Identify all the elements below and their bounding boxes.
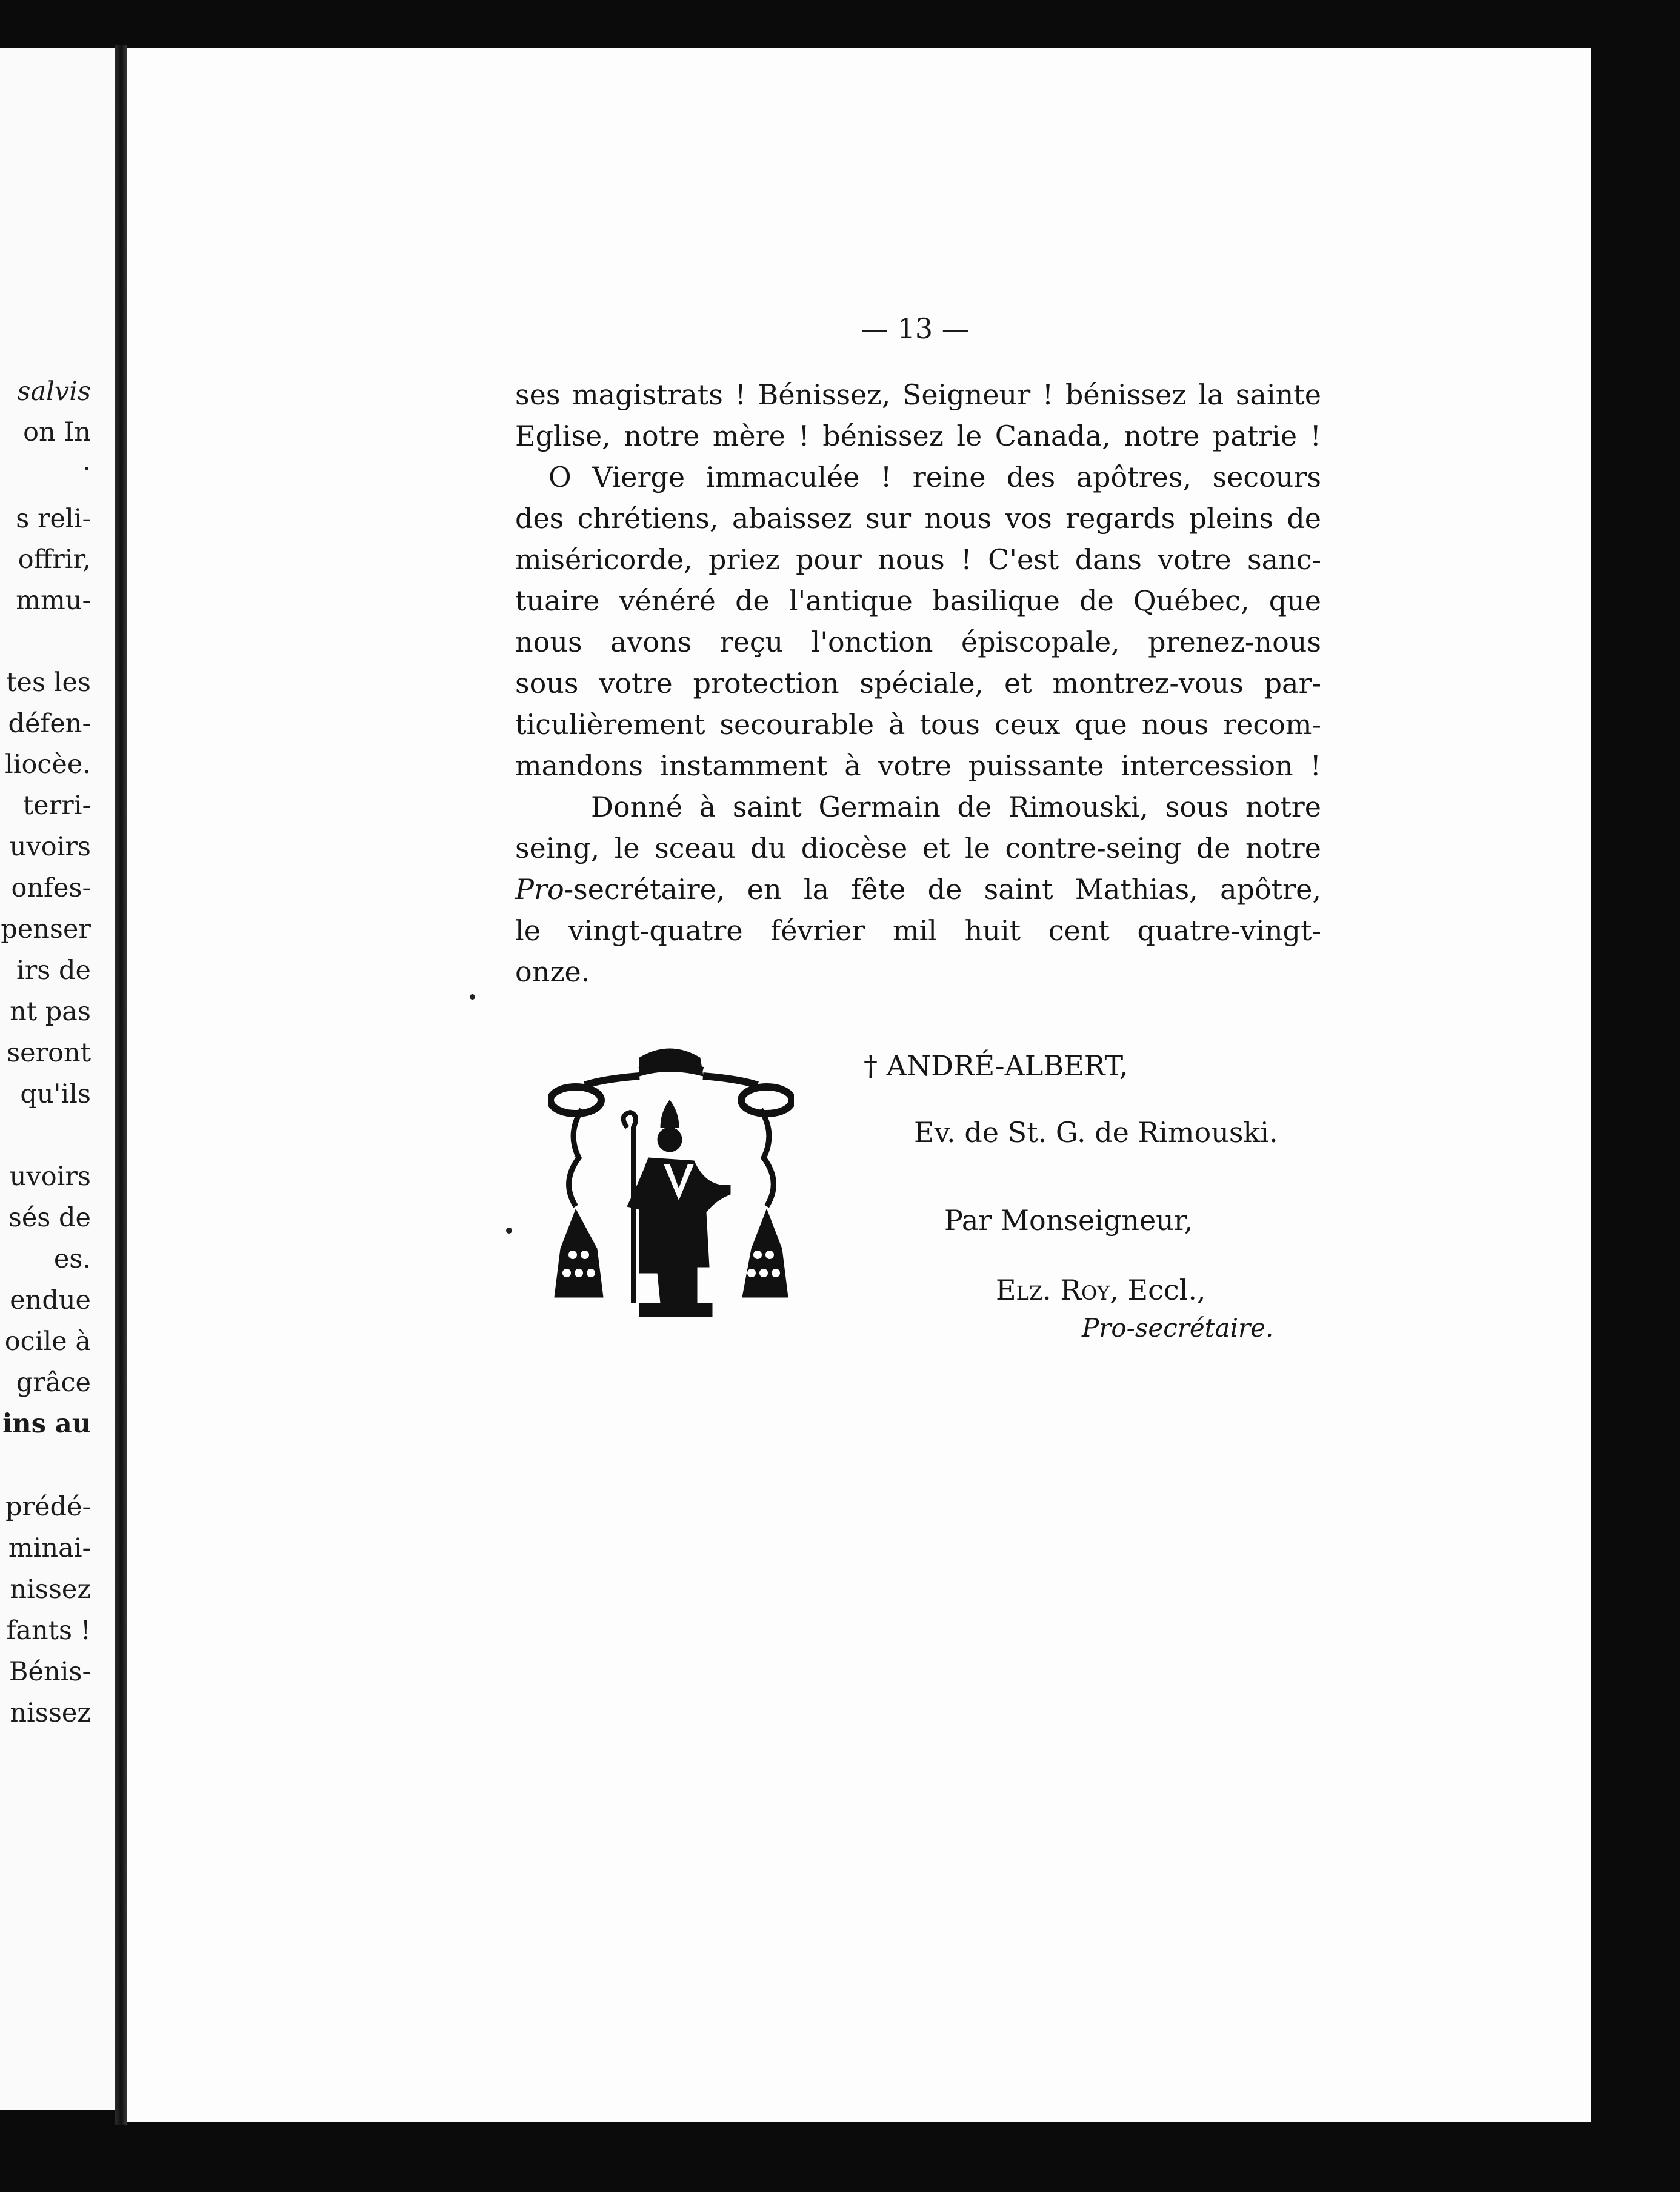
body-line: ses magistrats ! Bénissez, Seigneur ! bénissez la sainte	[515, 378, 1321, 411]
secretary-role: Pro-secrétaire.	[1082, 1313, 1274, 1343]
body-line: des chrétiens, abaissez sur nous vos regards pleins de	[515, 502, 1321, 535]
body-line: seing, le sceau du diocèse et le contre-seing de notre	[515, 832, 1321, 864]
left-line: qu'ils	[20, 1079, 91, 1109]
left-line: onfes-	[11, 873, 91, 903]
by-order-line: Par Monseigneur,	[944, 1204, 1193, 1237]
left-line: nissez	[10, 1574, 91, 1605]
signatory-name: † ANDRÉ-ALBERT,	[864, 1049, 1128, 1082]
book-gutter	[115, 45, 127, 2125]
body-line: nous avons reçu l'onction épiscopale, prenez-nous	[515, 626, 1321, 658]
secretary-first: Elz.	[996, 1274, 1052, 1306]
body-line: le vingt-quatre février mil huit cent quatre-vingt-	[515, 914, 1321, 947]
left-line: ins au	[2, 1409, 91, 1439]
left-line: irs de	[16, 955, 91, 986]
body-line: sous votre protection spéciale, et montrez-vous par-	[515, 667, 1321, 700]
secretary-suffix: , Eccl.,	[1110, 1274, 1206, 1306]
signatory-title: Ev. de St. G. de Rimouski.	[914, 1116, 1278, 1149]
left-line: nt pas	[10, 997, 91, 1027]
ink-speck	[506, 1228, 512, 1234]
left-line: salvis	[17, 376, 91, 407]
body-line: mandons instamment à votre puissante intercession !	[515, 749, 1321, 782]
left-line: seront	[7, 1038, 91, 1068]
left-line: liocèe.	[4, 749, 91, 780]
left-line: es.	[53, 1244, 91, 1274]
body-line: tuaire vénéré de l'antique basilique de Québec, que	[515, 584, 1321, 617]
left-line: prédé-	[5, 1492, 91, 1522]
left-line: sés de	[8, 1203, 91, 1233]
body-line: Eglise, notre mère ! bénissez le Canada, notre patrie !	[515, 419, 1321, 452]
left-line: fants !	[6, 1616, 91, 1646]
body-line: Donné à saint Germain de Rimouski, sous notre	[591, 790, 1321, 823]
left-line: .	[82, 446, 91, 476]
left-line: défen-	[8, 709, 91, 739]
left-line: tes les	[6, 667, 91, 698]
left-line: penser	[1, 914, 91, 944]
left-line: ocile à	[4, 1326, 91, 1357]
body-line: ticulièrement secourable à tous ceux que nous recom-	[515, 708, 1321, 741]
body-line: O Vierge immaculée ! reine des apôtres, secours	[548, 461, 1321, 493]
left-line: minai-	[8, 1533, 91, 1563]
left-line: Bénis-	[8, 1657, 91, 1687]
left-line: offrir,	[18, 544, 91, 575]
left-line: endue	[10, 1285, 91, 1315]
secretary-last: Roy	[1060, 1274, 1110, 1306]
ink-speck	[470, 994, 475, 1000]
left-line: on In	[23, 417, 91, 447]
left-line: nissez	[10, 1698, 91, 1728]
body-line: miséricorde, priez pour nous ! C'est dans votre sanc-	[515, 543, 1321, 576]
italic-pro: Pro	[515, 873, 564, 906]
body-line: onze.	[515, 955, 590, 988]
left-line: uvoirs	[9, 832, 91, 862]
body-line-13	[515, 873, 1321, 906]
left-line: uvoirs	[9, 1161, 91, 1192]
page-number: — 13 —	[861, 312, 970, 345]
bishop-coat-of-arms-icon	[548, 1043, 794, 1325]
left-page-fragment	[0, 48, 115, 2110]
left-line: terri-	[22, 790, 91, 821]
line-13-rest: -secrétaire, en la fête de saint Mathias, apôtre,	[564, 873, 1321, 906]
left-line: mmu-	[16, 586, 91, 616]
left-line: s reli-	[16, 504, 91, 534]
secretary-name	[996, 1276, 1206, 1304]
left-line: grâce	[16, 1368, 91, 1398]
right-page	[127, 48, 1591, 2122]
